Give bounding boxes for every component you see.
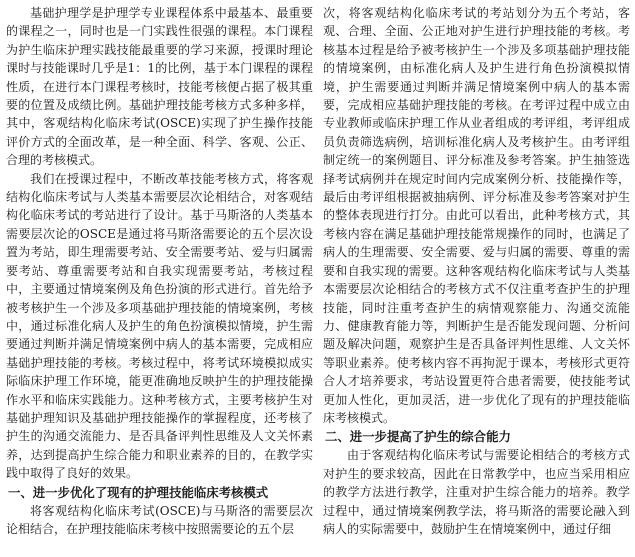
section1-paragraph: 将客观结构化临床考试(OSCE)与马斯洛的需要层次论相结合，在护理技能临床考核中按照需要论的五个层 <box>6 503 313 536</box>
intro-paragraph: 基础护理学是护理学专业课程体系中最基本、最重要的课程之一，同时也是一门实践性很强的课程。本门课程为护生临床护理实践技能最重要的学习来源，授课时理论课时与技能课时几乎是1：1的比例，基于本门课程的课程性质，在进行本门课程考核时，技能考核便占据了极其重要的位置及成绩比例。基础护理技能考核方式多种多样，其中，客观结构化临床考试(OSCE)实现了护生操作技能评价方式的全面改革，是一种全面、科学、客观、公正、合理的考核模式。 <box>6 6 313 168</box>
section-heading-2: 二、进一步提高了护生的综合能力 <box>325 429 511 445</box>
method-paragraph: 我们在授课过程中，不断改革技能考核方式，将客观结构化临床考试与人类基本需要层次论相结合，对客观结构化临床考试的考站进行了设计。基于马斯洛的人类基本需要层次论的OSCE是通过将马斯洛需要论的五个层次设置为考站，即生理需要考站、安全需要考站、爱与归属需要考站、尊重需要考站和自我实现需要考站，考核过程中，主要通过情境案例及角色扮演的形式进行。首先给予被考核护生一个涉及多项基础护理技能的情境案例，考核中，通过标准化病人及护生的角色扮演模拟情境，护生需要通过判断并满足情境案例中病人的基本需要，完成相应基础护理技能的考核。考核过程中，将考试环境模拟成实际临床护理工作环境，能更准确地反映护生的护理技能操作水平和临床实践能力。这种考核方式，主要考核护生对基础护理知识及基础护理技能操作的掌握程度，还考核了护生的沟通交流能力、是否具备评判性思维及人文关怀素养，达到提高护生综合能力和职业素养的目的，在教学实践中取得了良好的效果。 <box>6 171 313 481</box>
section2-paragraph: 由于客观结构化临床考试与需要论相结合的考核方式对护生的要求较高，因此在日常教学中，也应当采用相应的教学方法进行教学，注重对护生综合能力的培养。教学过程中，通过情境案例教学法，将马斯洛的需要论融入到病人的实际需要中，鼓励护生在情境案例中，通过仔细 <box>323 448 630 536</box>
left-column <box>6 4 313 557</box>
right-column <box>323 4 630 557</box>
section-heading-1: 一、进一步优化了现有的护理技能临床考核模式 <box>8 484 269 500</box>
section1-paragraph-continued: 次，将客观结构化临床考试的考站划分为五个考站，客观、合理、全面、公正地对护生进行护理技能的考核。考核基本过程是给予被考核护生一个涉及多项基础护理技能的情境案例，由标准化病人及护生进行角色扮演模拟情境，护生需要通过判断并满足情境案例中病人的基本需要，完成相应基础护理技能的考核。在考评过程中成立由专业教师或临床护理工作从业者组成的考评组，考评组成员负责筛选病例，培训标准化病人及考核护生。由考评组制定统一的案例题目、评分标准及参考答案。护生抽签选择考试病例并在规定时间内完成案例分析、技能操作等，最后由考评组根据被抽病例、评分标准及参考答案对护生的整体表现进行打分。由此可以看出，此种考核方式，其考核内容在满足基础护理技能常规操作的同时，也满足了病人的生理需要、安全需要、爱与归属的需要、尊重的需要和自我实现的需要。这种客观结构化临床考试与人类基本需要层次论相结合的考核方式不仅注重考查护生的护理技能，同时注重考查护生的病情观察能力、沟通交流能力、健康教育能力等，判断护生是否能发现问题、分析问题及解决问题，观察护生是否具备评判性思维、人文关怀等职业素养。使考核内容不再拘泥于课本，考核形式更符合人才培养要求，考站设置更符合患者需要，使技能考试更加人性化，更加灵活，进一步优化了现有的护理技能临床考核模式。 <box>323 6 630 425</box>
